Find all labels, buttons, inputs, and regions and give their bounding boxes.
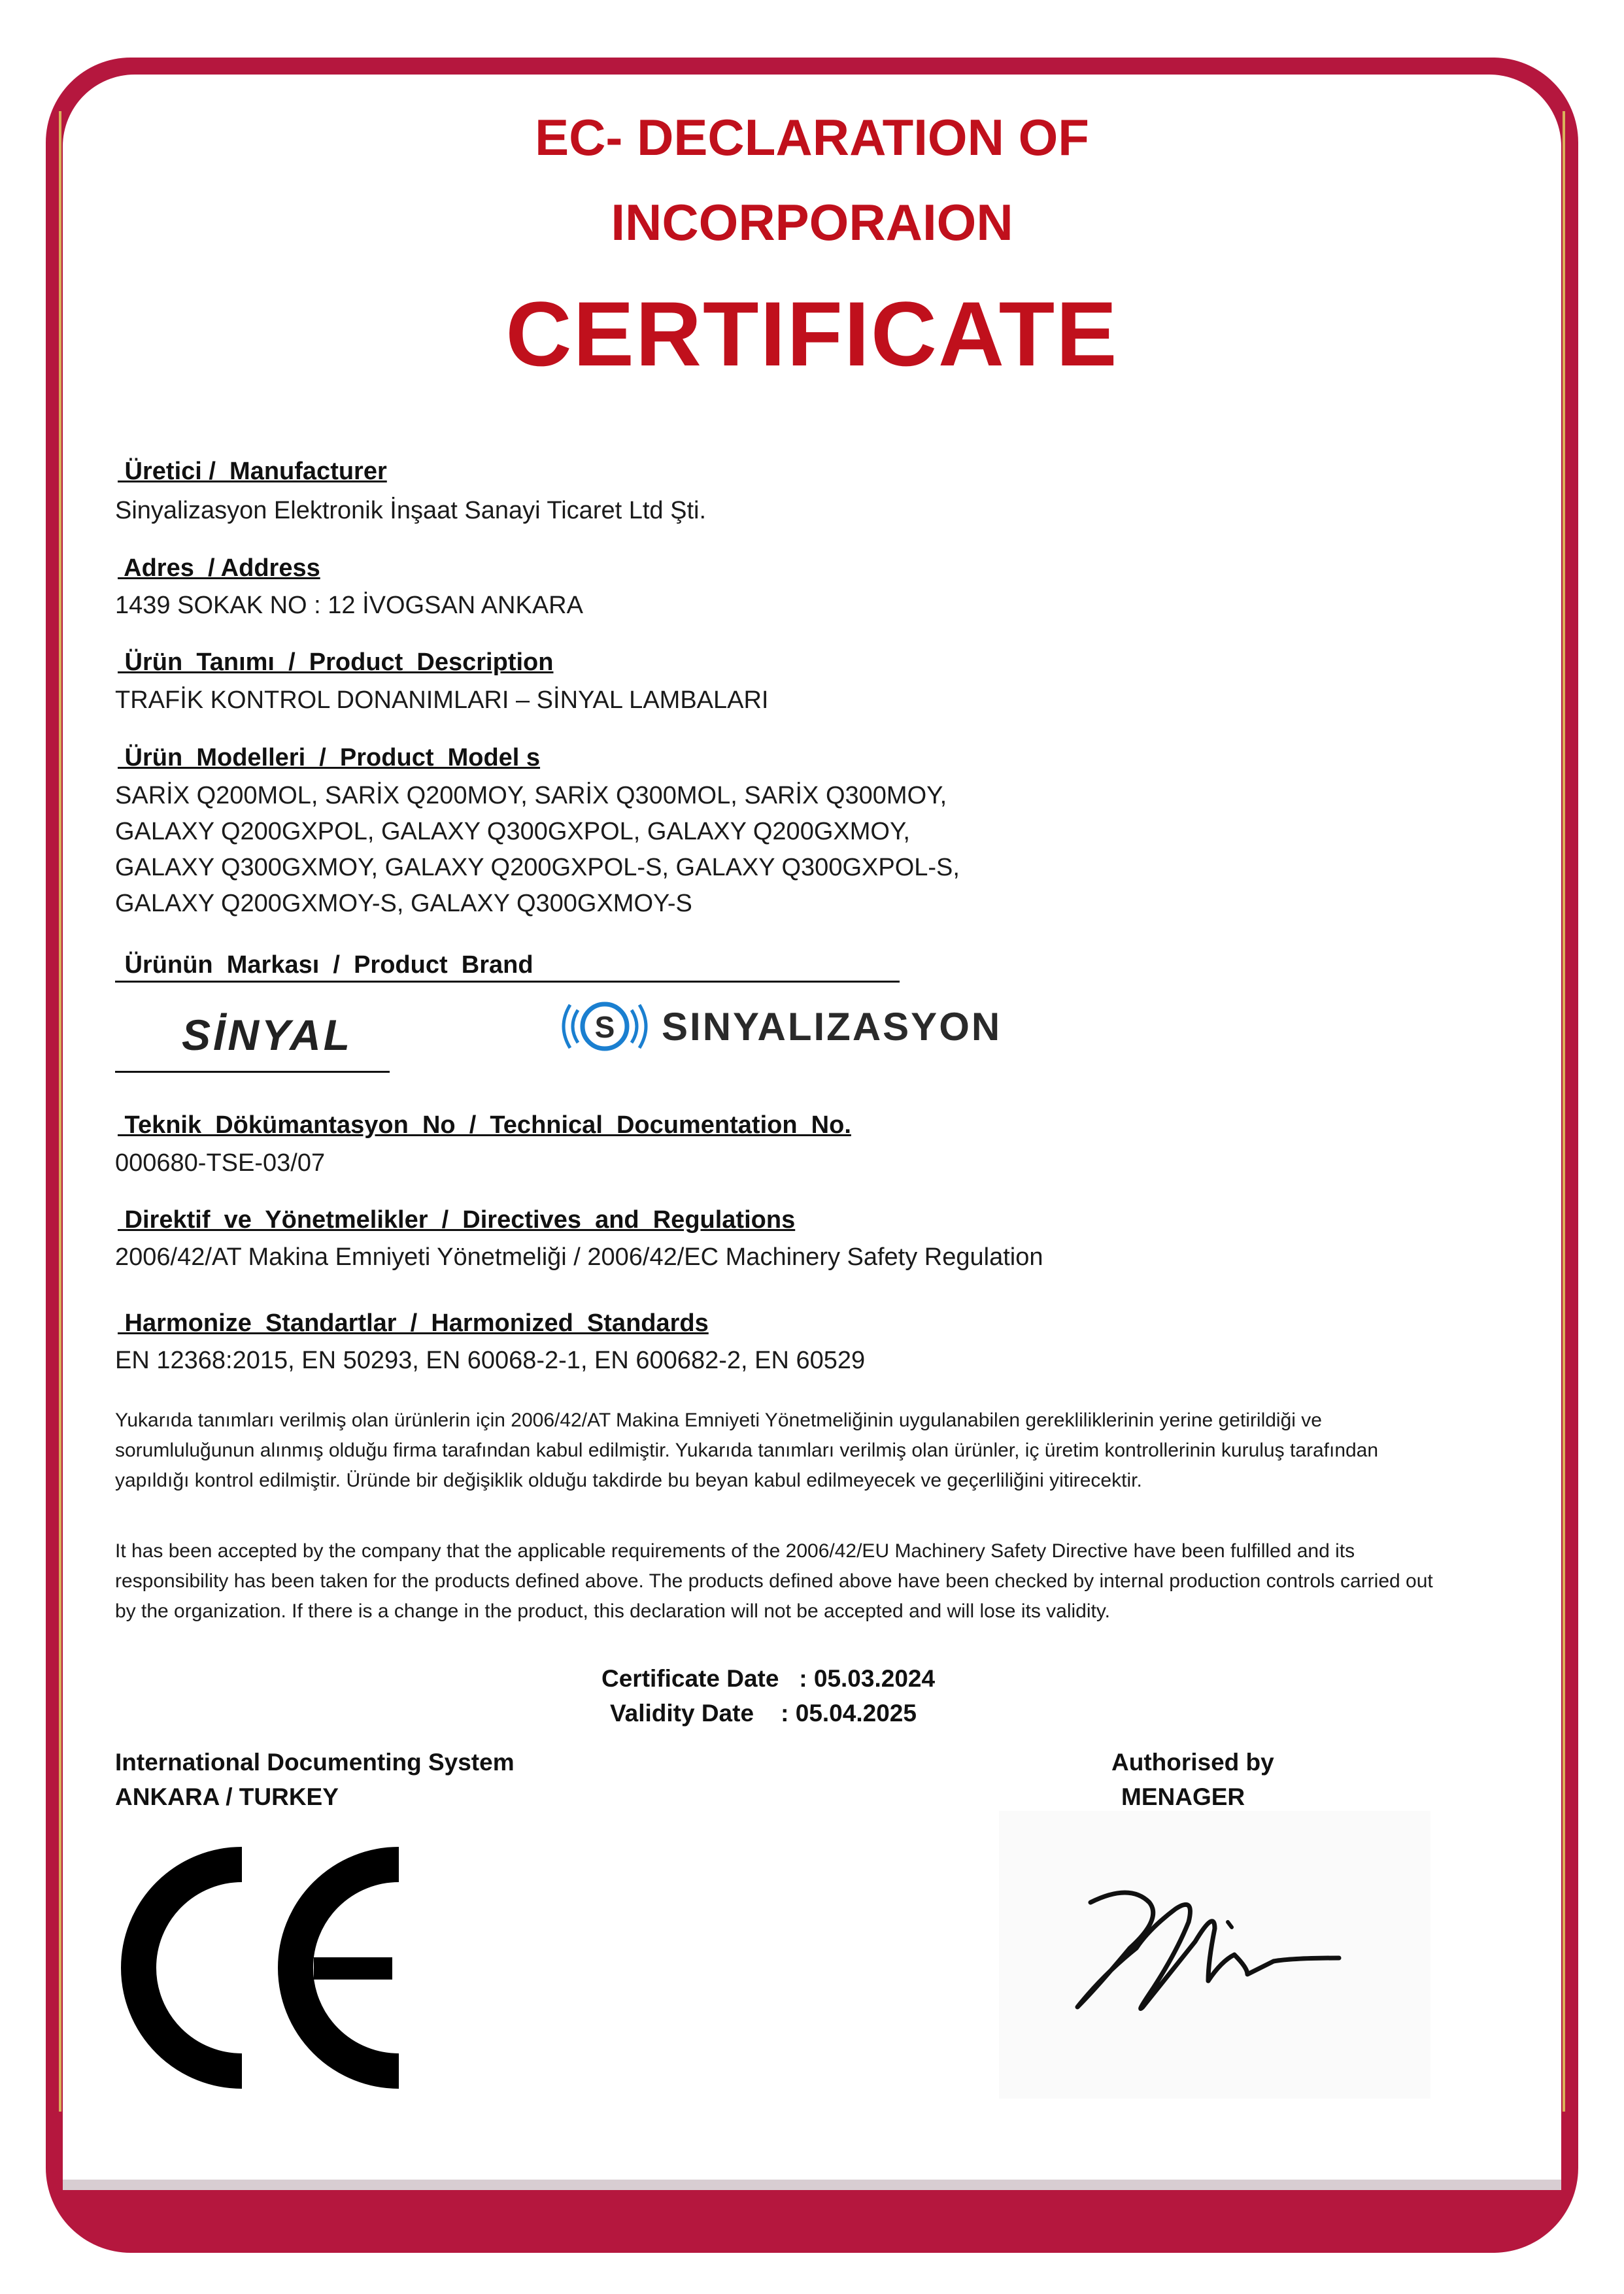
issuer-name: International Documenting System <box>115 1749 515 1776</box>
ce-mark-icon <box>118 1844 431 2092</box>
issuer-location: ANKARA / TURKEY <box>115 1783 339 1810</box>
validity-date: Validity Date : 05.04.2025 <box>610 1700 917 1727</box>
signature-image <box>999 1811 1430 2099</box>
directives-value: 2006/42/AT Makina Emniyeti Yönetmeliği / 2006/42/EC Machinery Safety Regulation <box>115 1243 1043 1271</box>
authorised-by-label: Authorised by <box>1111 1749 1274 1776</box>
product-models-label: Ürün Modelleri / Product Model s <box>118 744 541 771</box>
manufacturer-value: Sinyalizasyon Elektronik İnşaat Sanayi Ticaret Ltd Şti. <box>115 497 707 524</box>
product-description-value: TRAFİK KONTROL DONANIMLARI – SİNYAL LAMBALARI <box>115 686 769 714</box>
certificate-date: Certificate Date : 05.03.2024 <box>601 1665 936 1692</box>
product-models-line: GALAXY Q200GXMOY-S, GALAXY Q300GXMOY-S <box>115 890 692 917</box>
sinyal-logo: SİNYAL <box>182 1011 353 1059</box>
product-brand-underline <box>115 981 900 983</box>
logo-s-letter: S <box>594 1010 615 1044</box>
technical-doc-value: 000680-TSE-03/07 <box>115 1149 326 1177</box>
sinyalizasyon-logo <box>556 997 1002 1056</box>
product-brand-label: Ürünün Markası / Product Brand <box>118 951 533 979</box>
address-value: 1439 SOKAK NO : 12 İVOGSAN ANKARA <box>115 592 583 619</box>
sinyalizasyon-logo-text: SINYALIZASYON <box>662 1004 1002 1049</box>
product-models-line: GALAXY Q200GXPOL, GALAXY Q300GXPOL, GALAXY Q200GXMOY, <box>115 818 910 845</box>
declaration-paragraph-en: It has been accepted by the company that the applicable requirements of the 2006/42/EU Machinery Safety Directive have been fulfilled and its responsibility has been taken for the products defined above. The products defined above have been checked by internal production controls carried out by the organization. If there is a change in the product, this declaration will not be accepted and will lose its validity. <box>115 1540 1433 1622</box>
product-models-line: SARİX Q200MOL, SARİX Q200MOY, SARİX Q300MOL, SARİX Q300MOY, <box>115 782 947 809</box>
signal-waves-icon <box>556 997 654 1056</box>
authorised-role: MENAGER <box>1121 1783 1245 1810</box>
product-models-line: GALAXY Q300GXMOY, GALAXY Q200GXPOL-S, GALAXY Q300GXPOL-S, <box>115 854 960 881</box>
product-description-label: Ürün Tanımı / Product Description <box>118 649 554 676</box>
title-line-2: INCORPORAION <box>611 194 1013 251</box>
declaration-paragraph-tr: Yukarıda tanımları verilmiş olan ürünlerin için 2006/42/AT Makina Emniyeti Yönetmeliğinin uygulanabilen gerekliliklerinin yerine getirildiği ve sorumluluğunun alınmış olduğu firma tarafından kabul edilmiştir. Yukarıda tanımları verilmiş olan ürünler, iç üretim kontrollerinin kuruluş tarafından yapıldığı kontrol edilmiştir. Üründe bir değişiklik olduğu takdirde bu beyan kabul edilmeyecek ve geçerliliğini yitirecektir. <box>115 1409 1379 1491</box>
address-label: Adres / Address <box>118 554 320 582</box>
standards-label: Harmonize Standartlar / Harmonized Standards <box>118 1309 709 1337</box>
directives-label: Direktif ve Yönetmelikler / Directives and Regulations <box>118 1206 796 1234</box>
standards-value: EN 12368:2015, EN 50293, EN 60068-2-1, EN 600682-2, EN 60529 <box>115 1347 866 1374</box>
certificate-title: CERTIFICATE <box>505 282 1119 385</box>
manufacturer-label: Üretici / Manufacturer <box>118 458 387 485</box>
sinyal-logo-underline <box>115 1071 390 1073</box>
technical-doc-label: Teknik Dökümantasyon No / Technical Documentation No. <box>118 1111 851 1139</box>
title-line-1: EC- DECLARATION OF <box>535 109 1089 166</box>
signature-area <box>999 1811 1430 2099</box>
